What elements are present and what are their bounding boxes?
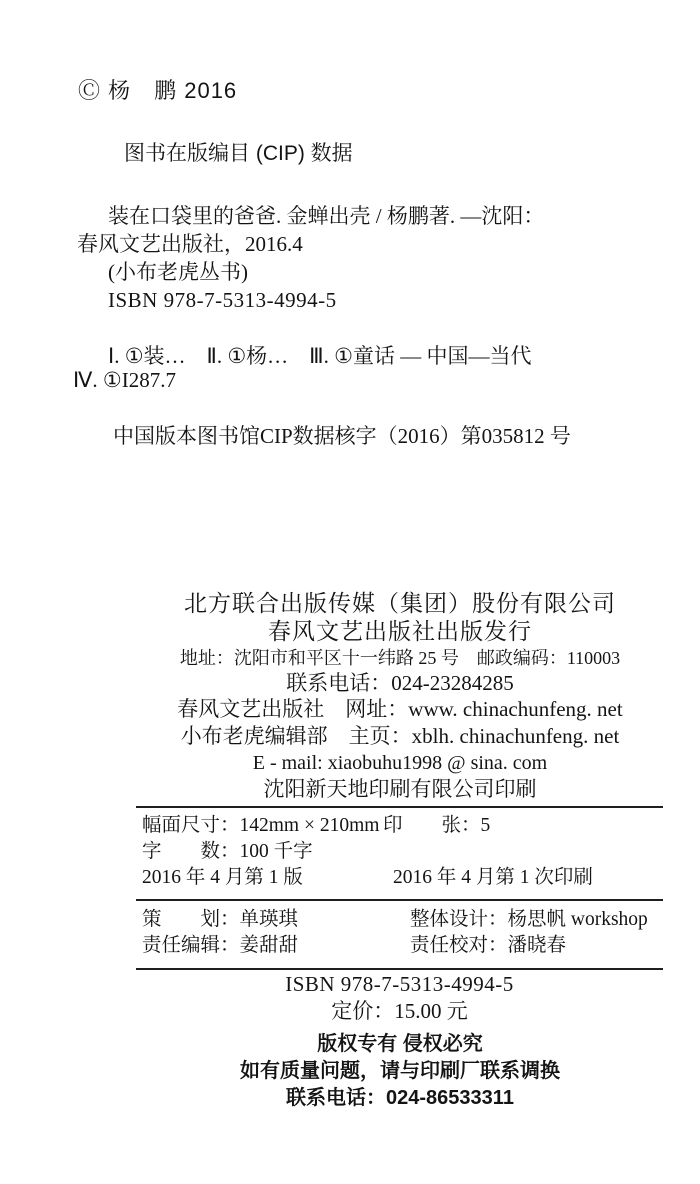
cip-series-name: (小布老虎丛书)	[108, 260, 248, 284]
cip-isbn: ISBN 978-7-5313-4994-5	[108, 288, 337, 312]
cip-record-number: 中国版本图书馆CIP数据核字（2016）第035812 号	[113, 424, 571, 448]
spec-section-staff	[136, 901, 663, 970]
quality-notice-line: 如有质量问题，请与印刷厂联系调换	[240, 1060, 560, 1082]
printer-name: 沈阳新天地印刷有限公司印刷	[263, 777, 537, 801]
spec-sheets: 印 张：5	[383, 815, 491, 836]
cip-classification-line2: Ⅳ. ①I287.7	[73, 368, 176, 392]
spec-planner: 策 划：单瑛琪	[142, 909, 299, 930]
spec-printing: 2016 年 4 月第 1 次印刷	[393, 867, 593, 888]
spec-proofreader: 责任校对：潘晓春	[410, 935, 567, 956]
spec-word-count: 字 数：100 千字	[142, 841, 313, 862]
book-isbn: ISBN 978-7-5313-4994-5	[285, 972, 514, 996]
rights-notice-block	[100, 1031, 700, 1112]
publisher-address: 地址：沈阳市和平区十一纬路 25 号 邮政编码：110003	[179, 648, 621, 668]
service-phone-line: 联系电话：024-86533311	[286, 1087, 514, 1109]
cip-title-line1: 装在口袋里的爸爸. 金蝉出壳 / 杨鹏著. —沈阳：	[108, 204, 545, 228]
spec-editor: 责任编辑：姜甜甜	[142, 935, 299, 956]
cip-classification-line1: Ⅰ. ①装… Ⅱ. ①杨… Ⅲ. ①童话 — 中国—当代	[108, 344, 532, 368]
publisher-phone: 联系电话：024-23284285	[286, 671, 514, 695]
publishing-group-name: 北方联合出版传媒（集团）股份有限公司	[184, 591, 616, 616]
imprint-block	[100, 590, 700, 803]
cip-data-header: 图书在版编目 (CIP) 数据	[124, 142, 353, 165]
spec-row-planner-design	[142, 907, 663, 933]
spec-section-format	[136, 808, 663, 901]
copyright-notice: Ⓒ 杨 鹏 2016	[78, 78, 238, 103]
print-spec-table	[136, 806, 663, 970]
spec-row-edition	[142, 865, 663, 891]
spec-edition: 2016 年 4 月第 1 版	[142, 867, 303, 888]
publisher-email: E - mail: xiaobuhu1998 @ sina. com	[252, 752, 548, 774]
series-homepage: 小布老虎编辑部 主页：xblh. chinachunfeng. net	[180, 724, 620, 748]
spec-row-size-sheets	[142, 813, 663, 839]
sale-block	[136, 971, 663, 1025]
rights-reserved-line: 版权专有 侵权必究	[317, 1033, 483, 1055]
spec-row-editor-proof	[142, 933, 663, 959]
spec-size: 幅面尺寸：142mm × 210mm	[142, 815, 380, 836]
spec-row-wordcount	[142, 839, 663, 865]
spec-designer: 整体设计：杨思帆 workshop	[410, 909, 648, 930]
book-price: 定价：15.00 元	[331, 999, 468, 1023]
cip-title-line2: 春风文艺出版社，2016.4	[77, 232, 303, 256]
publisher-website: 春风文艺出版社 网址：www. chinachunfeng. net	[177, 697, 623, 721]
publisher-name: 春风文艺出版社出版发行	[268, 619, 532, 644]
